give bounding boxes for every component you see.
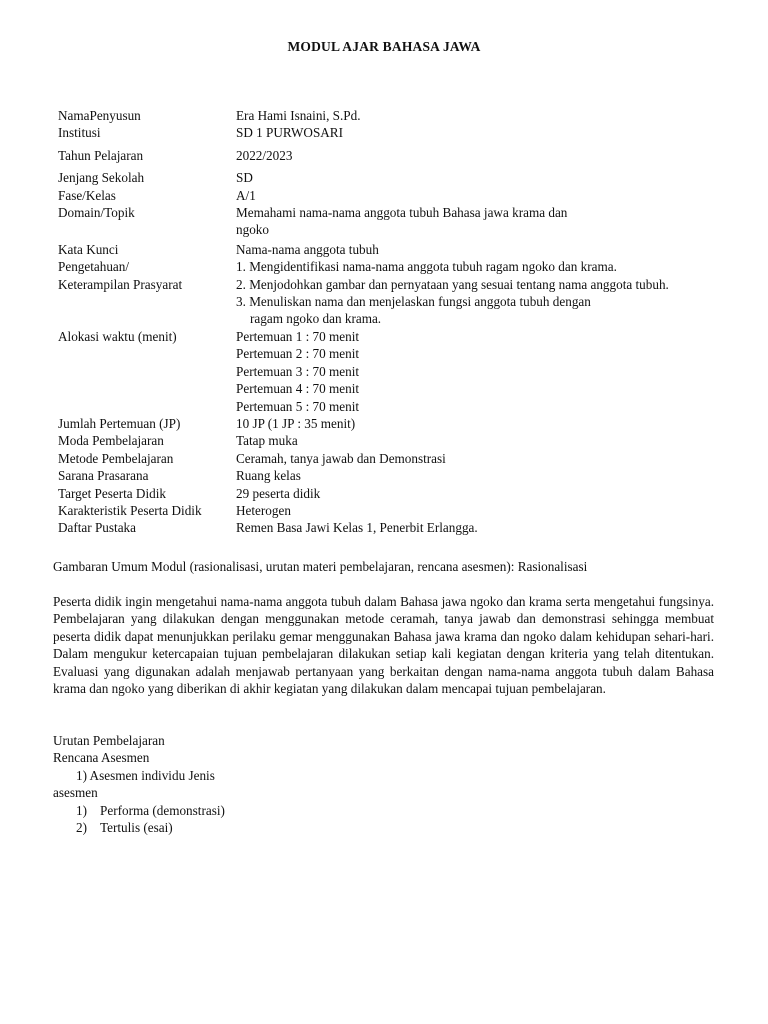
- page-title: MODUL AJAR BAHASA JAWA: [287, 39, 481, 54]
- info-row-target: [58, 485, 738, 502]
- assessment-item: [53, 819, 713, 836]
- individu-line: 1) Asesmen individu Jenis: [76, 767, 215, 783]
- assessment-item-text: Performa (demonstrasi): [100, 802, 225, 818]
- info-label: Target Peserta Didik: [58, 485, 166, 501]
- info-label: Metode Pembelajaran: [58, 450, 174, 466]
- assessment-item: [53, 802, 713, 819]
- overview-heading: Gambaran Umum Modul (rasionalisasi, urutan materi pembelajaran, rencana asesmen): Rasionalisasi: [53, 559, 588, 574]
- assessment-item-number: 1): [76, 802, 87, 818]
- info-row-moda: [58, 432, 738, 449]
- info-row-fase: [58, 187, 738, 204]
- info-row-pustaka: [58, 519, 738, 536]
- assessment-item-number: 2): [76, 820, 87, 836]
- info-label: NamaPenyusun: [58, 108, 141, 123]
- alokasi-item: Pertemuan 1 : 70 menit: [236, 328, 360, 344]
- info-row-penyusun: [58, 107, 738, 124]
- info-value: A/1: [236, 187, 256, 203]
- info-label: Jumlah Pertemuan (JP): [58, 415, 181, 431]
- info-label: Karakteristik Peserta Didik: [58, 502, 202, 518]
- info-value: 2022/2023: [236, 147, 293, 163]
- alokasi-item: Pertemuan 2 : 70 menit: [236, 346, 360, 362]
- info-value: Nama-nama anggota tubuh: [236, 241, 379, 257]
- info-row-jenjang: [58, 164, 738, 186]
- info-row-tahun: [58, 142, 738, 164]
- info-label: Fase/Kelas: [58, 187, 116, 203]
- info-row-domain: [58, 204, 738, 239]
- info-value: Ruang kelas: [236, 468, 301, 484]
- alokasi-list: [236, 328, 738, 415]
- info-value: Era Hami Isnaini, S.Pd.: [236, 108, 361, 123]
- info-row-institusi: [58, 124, 738, 141]
- prasyarat-item: ragam ngoko dan krama.: [250, 311, 382, 327]
- alokasi-item: Pertemuan 3 : 70 menit: [236, 363, 360, 379]
- prasyarat-list: [236, 258, 738, 328]
- info-label: Domain/Topik: [58, 205, 135, 221]
- prasyarat-item: 3. Menuliskan nama dan menjelaskan fungsi anggota tubuh dengan: [236, 294, 591, 310]
- rencana-heading: Rencana Asesmen: [53, 750, 150, 766]
- info-label: [58, 258, 236, 328]
- info-row-jumlah: [58, 415, 738, 432]
- info-label: Kata Kunci: [58, 241, 119, 257]
- info-row-alokasi: [58, 328, 738, 415]
- info-label: Sarana Prasarana: [58, 468, 149, 484]
- info-value: SD 1 PURWOSARI: [236, 125, 343, 141]
- urutan-heading: Urutan Pembelajaran: [53, 733, 165, 748]
- info-value: 29 peserta didik: [236, 485, 321, 501]
- info-label: Daftar Pustaka: [58, 520, 136, 536]
- domain-line: ngoko: [236, 222, 269, 238]
- info-value: Ceramah, tanya jawab dan Demonstrasi: [236, 450, 446, 466]
- info-row-kata-kunci: [58, 239, 738, 258]
- info-value: 10 JP (1 JP : 35 menit): [236, 415, 356, 431]
- prasyarat-label-line: Keterampilan Prasyarat: [58, 276, 183, 292]
- info-value: Tatap muka: [236, 433, 298, 449]
- prasyarat-item: 1. Mengidentifikasi nama-nama anggota tubuh ragam ngoko dan krama.: [236, 259, 617, 275]
- alokasi-item: Pertemuan 5 : 70 menit: [236, 398, 360, 414]
- info-value: Remen Basa Jawi Kelas 1, Penerbit Erlangga.: [236, 520, 478, 536]
- assessment-item-text: Tertulis (esai): [100, 820, 173, 836]
- info-label: Moda Pembelajaran: [58, 433, 164, 449]
- info-value: Heterogen: [236, 502, 291, 518]
- prasyarat-label-line: Pengetahuan/: [58, 259, 130, 275]
- info-value: [236, 204, 738, 239]
- info-row-metode: [58, 450, 738, 467]
- prasyarat-item: 2. Menjodohkan gambar dan pernyataan yang sesuai tentang nama anggota tubuh.: [236, 276, 669, 292]
- info-value: SD: [236, 170, 253, 186]
- info-label: Jenjang Sekolah: [58, 170, 145, 186]
- info-label: Tahun Pelajaran: [58, 147, 144, 163]
- info-label: Institusi: [58, 125, 101, 141]
- individu-line: asesmen: [53, 785, 98, 801]
- module-info-table: [58, 107, 738, 537]
- assessment-plan: [53, 732, 713, 836]
- info-label: Alokasi waktu (menit): [58, 328, 177, 344]
- alokasi-item: Pertemuan 4 : 70 menit: [236, 381, 360, 397]
- info-row-karakteristik: [58, 502, 738, 519]
- rationale-paragraph: Peserta didik ingin mengetahui nama-nama anggota tubuh dalam Bahasa jawa ngoko dan krama serta mengetahui fungsinya. Pembelajaran yang dilakukan dengan menggunakan metode ceramah, tanya jawab dan demonstrasi sehingga membuat peserta didik dapat menunjukkan perilaku gemar menggunakan Bahasa jawa krama dan ngoko dalam kehidupan sehari-hari. Dalam mengukur ketercapaian tujuan pembelajaran dilakukan setiap kali kegiatan dengan kriteria yang telah ditentukan. Evaluasi yang digunakan adalah menjawab pertanyaan yang berkaitan dengan nama-nama anggota tubuh dalam Bahasa krama dan ngoko yang diberikan di akhir kegiatan yang dilakukan dalam mencapai tujuan pembelajaran.: [53, 594, 714, 697]
- info-row-prasyarat: [58, 258, 738, 328]
- info-row-sarana: [58, 467, 738, 484]
- domain-line: Memahami nama-nama anggota tubuh Bahasa jawa krama dan: [236, 205, 568, 221]
